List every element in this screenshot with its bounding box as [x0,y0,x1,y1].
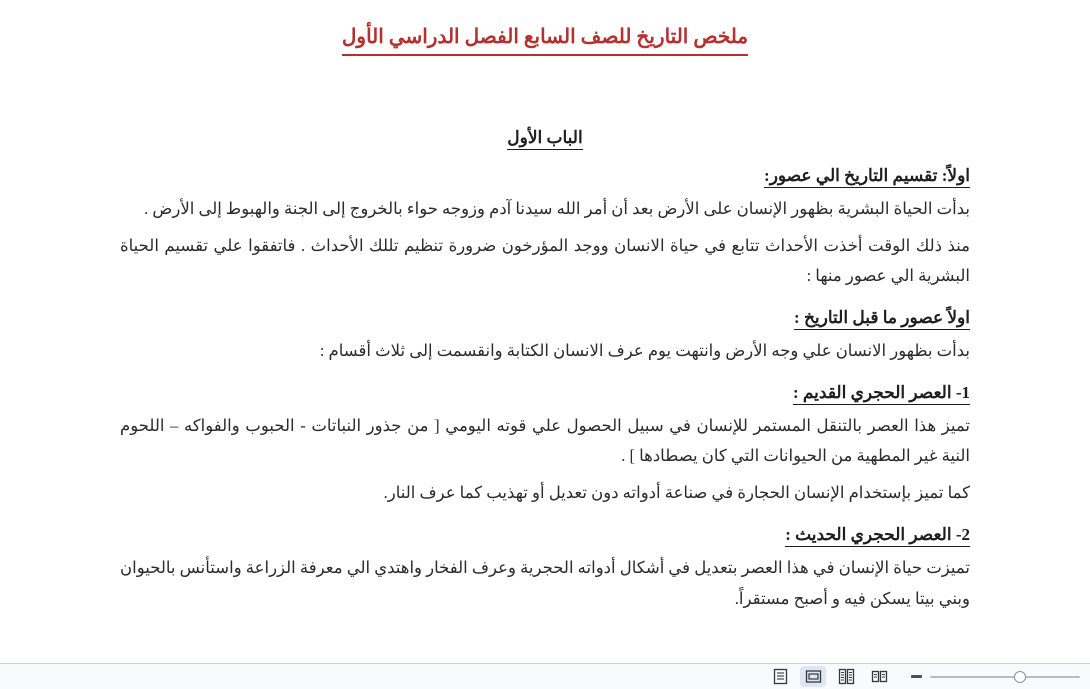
section-heading-1-text: اولاً: تقسيم التاريخ الي عصور: [764,166,970,188]
chapter-title-text: الباب الأول [507,128,582,150]
section-heading-4-text: 2- العصر الحجري الحديث : [785,525,970,547]
zoom-slider-track [930,676,1080,678]
section-4-paragraph-1: تميزت حياة الإنسان في هذا العصر بتعديل في أشكال أدواته الحجرية وعرف الفخار واهتدي الي معرفة الزراعة واستأنس بالحيوان وبني بيتا يسكن فيه و أصبح مستقراً. [120,557,970,608]
document-content [0,22,1090,614]
single-page-view-icon[interactable] [767,666,793,687]
view-mode-group [767,666,892,687]
section-heading-1 [120,166,970,188]
viewer-toolbar [0,663,1090,689]
section-heading-2 [120,308,970,330]
section-heading-3 [120,383,970,405]
section-2-paragraph-1: بدأت بظهور الانسان علي وجه الأرض وانتهت يوم عرف الانسان الكتابة وانقسمت إلى ثلاث أقسام : [319,341,970,361]
chapter-title [120,128,970,150]
section-1-paragraph-2: منذ ذلك الوقت أخذت الأحداث تتابع في حياة الانسان ووجد المؤرخون ضرورة تنظيم تللك الأحداث . فاتفقوا علي تقسيم الحياة البشرية الي عصور منها : [120,235,970,286]
section-heading-2-text: اولاً عصور ما قبل التاريخ : [794,308,970,330]
section-heading-4 [120,525,970,547]
section-heading-3-text: 1- العصر الحجري القديم : [793,383,970,405]
page-fit-view-icon[interactable] [800,666,826,687]
zoom-slider-thumb[interactable] [1014,671,1026,683]
two-page-view-icon[interactable] [866,666,892,687]
section-3-paragraph-2: كما تميز بإستخدام الإنسان الحجارة في صناعة أدواته دون تعديل أو تهذيب كما عرف النار. [383,483,970,503]
document-title-text: ملخص التاريخ للصف السابع الفصل الدراسي الأول [342,22,748,56]
zoom-slider[interactable] [930,669,1080,685]
section-3-paragraph-1: تميز هذا العصر بالتنقل المستمر للإنسان في سبيل الحصول علي قوته اليومي [ من جذور النباتات - الحبوب والفواكه – اللحوم النية غير المطهية من الحيوانات التي كان يصطادها ] . [120,415,970,466]
two-page-scrolling-view-icon[interactable] [833,666,859,687]
section-1-paragraph-1: بدأت الحياة البشرية بظهور الإنسان على الأرض بعد أن أمر الله سيدنا آدم وزوجه حواء بالخروج إلى الجنة والهبوط إلى الأرض . [144,199,970,218]
zoom-control [902,669,1080,685]
minus-bar [911,675,922,677]
zoom-out-icon[interactable] [908,669,924,685]
document-title [120,22,970,56]
